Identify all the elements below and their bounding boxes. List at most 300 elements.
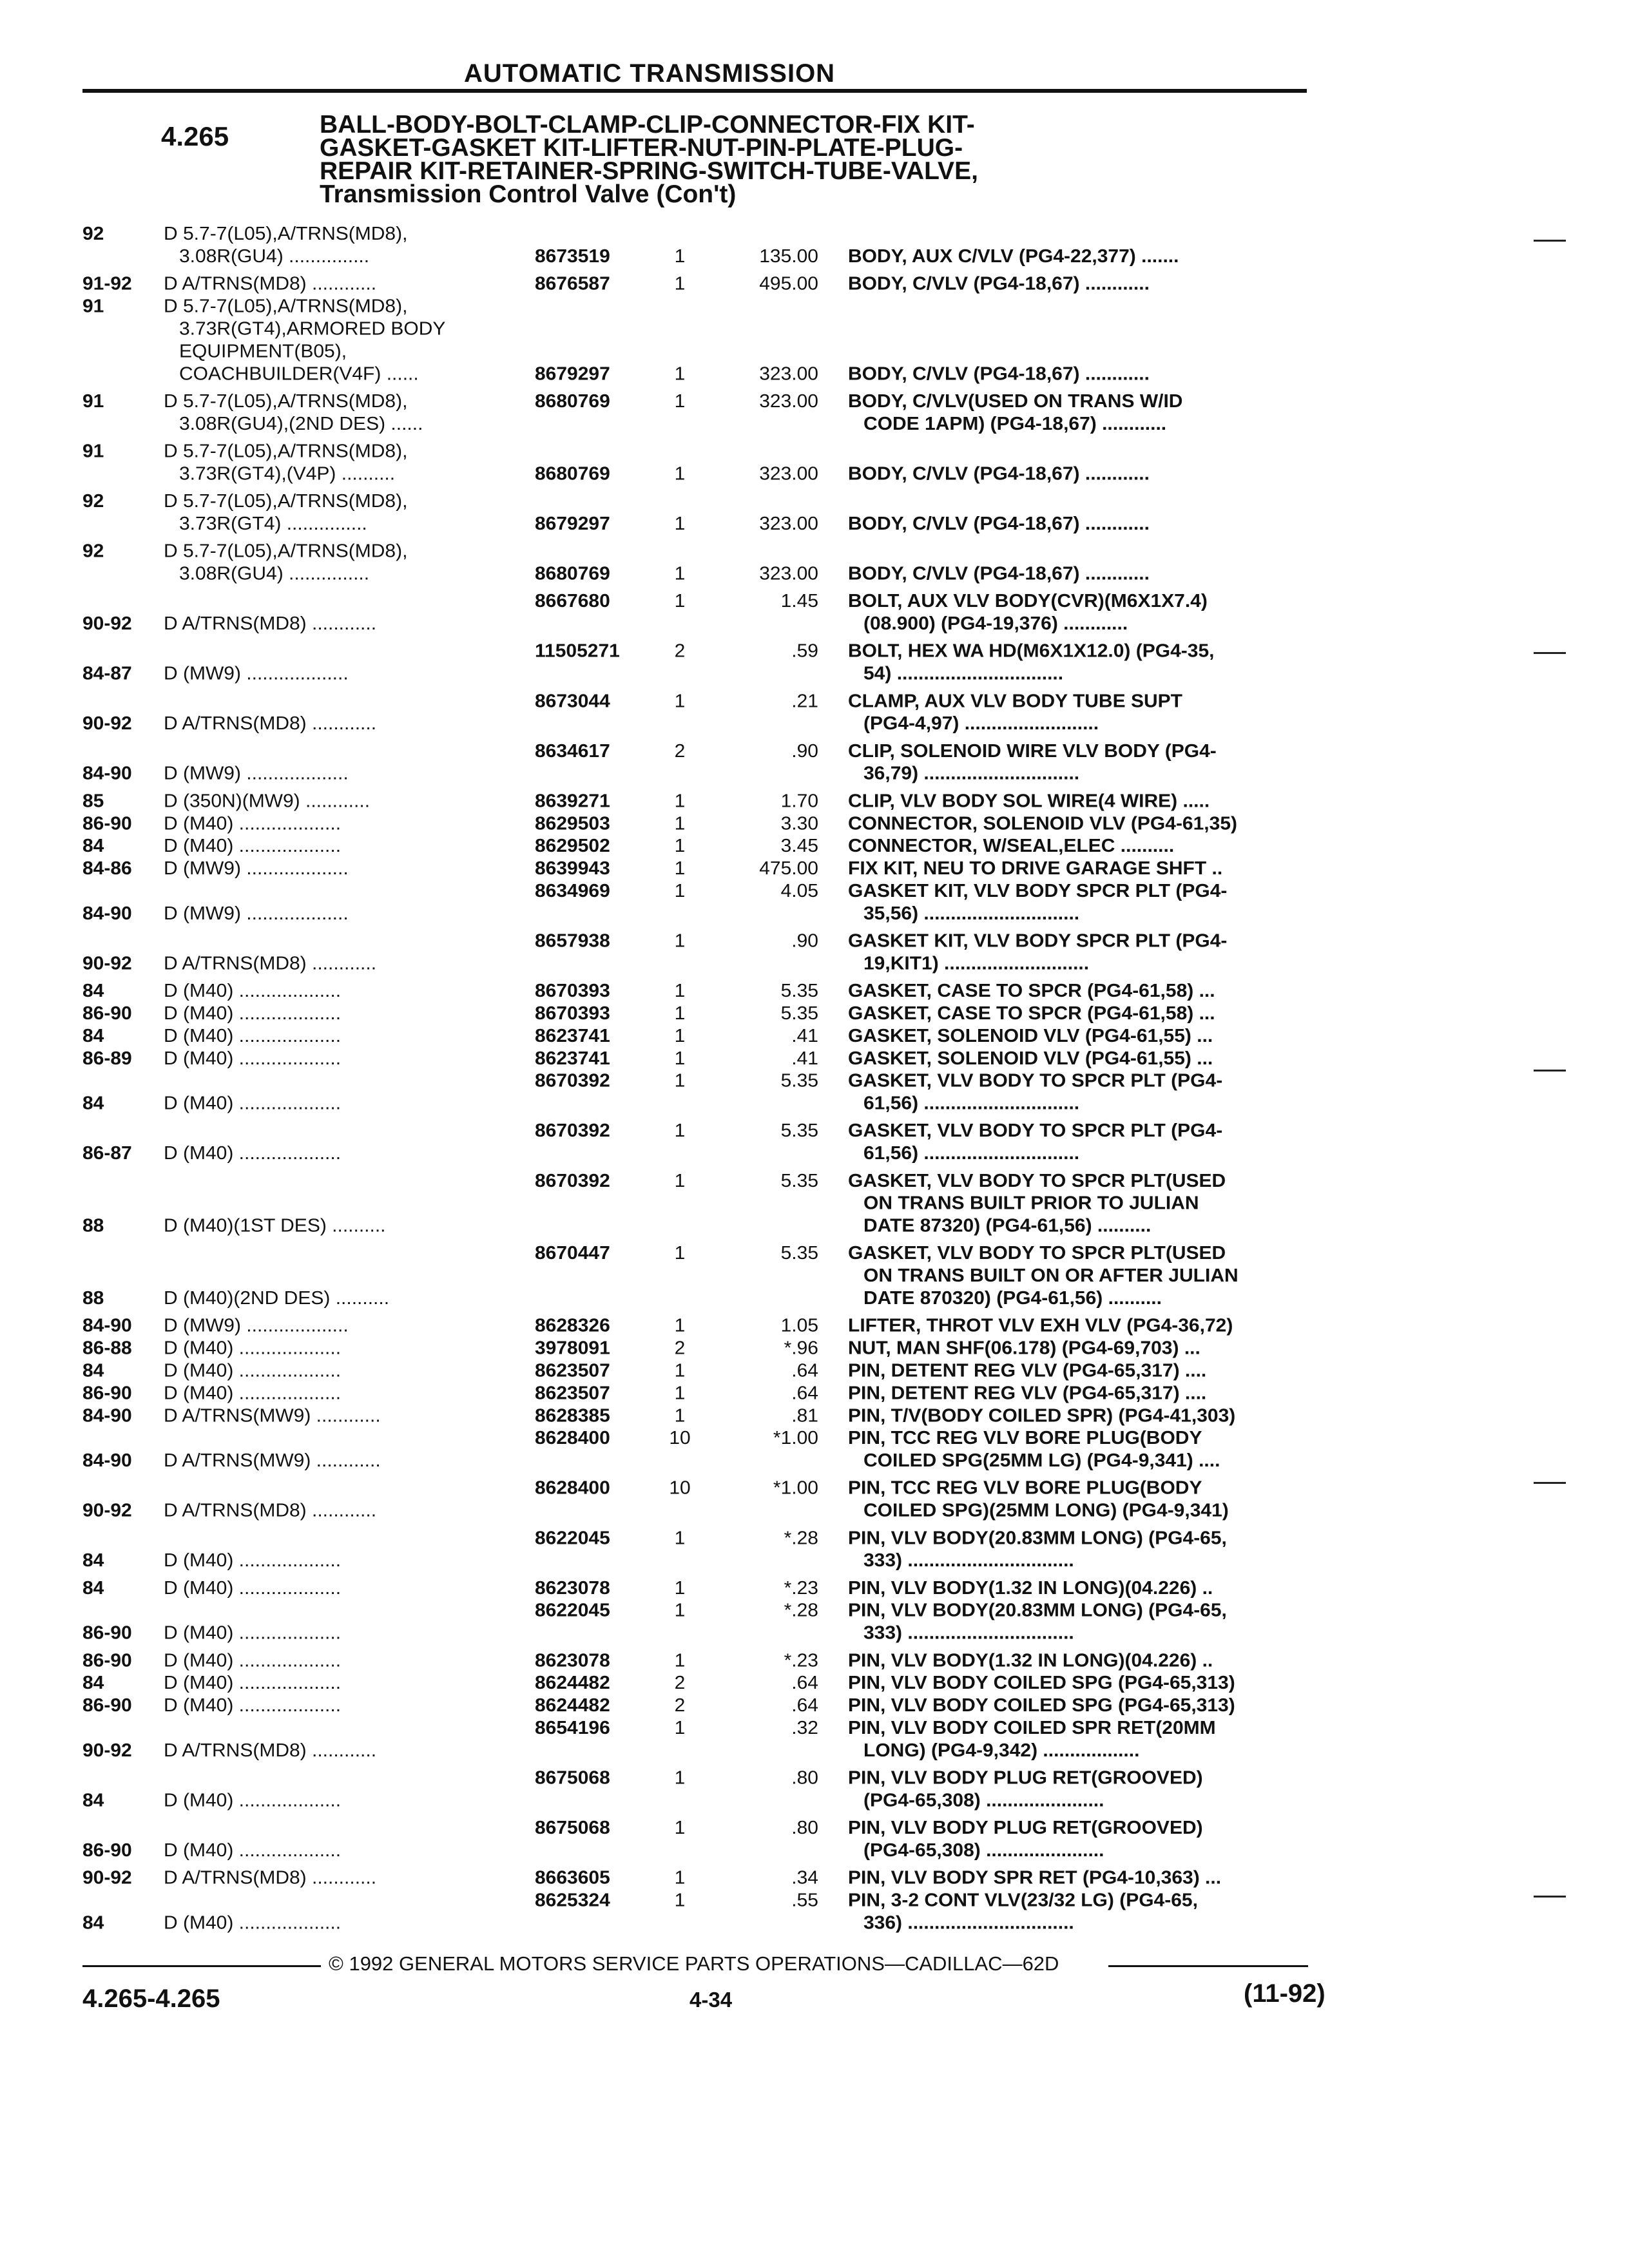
model-years: 84-90	[82, 763, 132, 784]
description-line: D A/TRNS(MW9) ............	[164, 1405, 381, 1427]
quantity: 1	[674, 273, 686, 294]
quantity: 1	[674, 1025, 686, 1046]
model-years: 84	[82, 1672, 104, 1693]
part-name-line: PIN, VLV BODY COILED SPG (PG4-65,313)	[848, 1695, 1235, 1716]
description-line: 3.73R(GT4),ARMORED BODY	[179, 318, 446, 340]
part-number: 8639271	[535, 791, 610, 812]
part-name	[848, 1477, 1318, 1523]
part-name-line: PIN, VLV BODY(20.83MM LONG) (PG4-65,	[848, 1528, 1227, 1549]
price: .41	[791, 1048, 818, 1069]
table-row	[0, 690, 1629, 735]
part-name-line: (08.900) (PG4-19,376) ............	[863, 613, 1128, 634]
part-name	[848, 390, 1318, 436]
application-description	[164, 440, 525, 485]
model-years: 85	[82, 791, 104, 812]
part-name-line: 35,56) .............................	[863, 903, 1080, 924]
part-name-line: CLAMP, AUX VLV BODY TUBE SUPT	[848, 691, 1182, 712]
part-name-line: 54) ...............................	[863, 663, 1064, 684]
price: *.23	[784, 1650, 818, 1671]
quantity: 2	[674, 640, 686, 662]
part-name-line: NUT, MAN SHF(06.178) (PG4-69,703) ...	[848, 1338, 1200, 1359]
quantity: 1	[674, 1405, 686, 1427]
model-years: 86-90	[82, 1003, 132, 1024]
price: 3.30	[780, 813, 818, 834]
price: *.23	[784, 1577, 818, 1599]
part-number: 8670392	[535, 1070, 610, 1091]
price: 4.05	[780, 880, 818, 901]
description-line: D (M40) ...................	[164, 1840, 342, 1861]
part-name	[848, 690, 1318, 735]
quantity: 1	[674, 563, 686, 584]
application-description	[164, 1499, 525, 1522]
description-line: D 5.7-7(L05),A/TRNS(MD8),	[164, 390, 408, 412]
footer-rule-left	[82, 1965, 321, 1967]
price: 323.00	[759, 363, 818, 385]
part-number: 8629502	[535, 835, 610, 856]
model-years: 90-92	[82, 713, 132, 734]
part-name-line: BODY, C/VLV (PG4-18,67) ............	[848, 363, 1150, 385]
part-name-line: BOLT, HEX WA HD(M6X1X12.0) (PG4-35,	[848, 640, 1215, 662]
table-row	[0, 790, 1629, 812]
application-description	[164, 490, 525, 535]
part-name-line: ON TRANS BUILT PRIOR TO JULIAN	[863, 1193, 1199, 1214]
part-name	[848, 640, 1318, 686]
description-line: D (M40) ...................	[164, 1650, 342, 1671]
part-name-line: GASKET KIT, VLV BODY SPCR PLT (PG4-	[848, 930, 1228, 952]
part-name	[848, 1048, 1318, 1070]
application-description	[164, 903, 525, 925]
application-description	[164, 295, 525, 385]
description-line: D 5.7-7(L05),A/TRNS(MD8),	[164, 223, 408, 244]
section-title-line: BALL-BODY-BOLT-CLAMP-CLIP-CONNECTOR-FIX KIT-	[320, 111, 975, 139]
table-row	[0, 540, 1629, 585]
description-line: D (M40) ...................	[164, 1672, 342, 1693]
section-title-line: Transmission Control Valve (Con't)	[320, 180, 737, 208]
quantity: 1	[674, 813, 686, 834]
table-row	[0, 980, 1629, 1003]
quantity: 1	[674, 980, 686, 1001]
page-header: AUTOMATIC TRANSMISSION	[464, 59, 836, 88]
price: .41	[791, 1025, 818, 1046]
application-description	[164, 1672, 525, 1695]
price: 135.00	[759, 245, 818, 267]
part-name-line: GASKET, VLV BODY TO SPCR PLT(USED	[848, 1243, 1226, 1264]
part-name	[848, 1003, 1318, 1025]
quantity: 2	[674, 740, 686, 762]
footer-rule-right	[1108, 1965, 1308, 1967]
part-name-line: (PG4-65,308) ......................	[863, 1840, 1104, 1861]
price: 323.00	[759, 513, 818, 534]
application-description	[164, 1740, 525, 1762]
model-years: 86-88	[82, 1338, 132, 1359]
application-description	[164, 1142, 525, 1165]
part-name-line: GASKET, VLV BODY TO SPCR PLT (PG4-	[848, 1120, 1223, 1142]
part-name-line: PIN, TCC REG VLV BORE PLUG(BODY	[848, 1427, 1202, 1448]
table-row	[0, 1360, 1629, 1382]
part-name-line: BODY, C/VLV(USED ON TRANS W/ID	[848, 390, 1183, 412]
part-number: 8629503	[535, 813, 610, 834]
application-description	[164, 1649, 525, 1672]
part-name	[848, 1242, 1318, 1310]
part-name-line: GASKET KIT, VLV BODY SPCR PLT (PG4-	[848, 880, 1228, 901]
part-number: 8654196	[535, 1717, 610, 1738]
table-row	[0, 1315, 1629, 1338]
application-description	[164, 1092, 525, 1115]
part-number: 8624482	[535, 1672, 610, 1693]
description-line: D (350N)(MW9) ............	[164, 791, 371, 812]
footer-page-number: 4-34	[689, 1988, 733, 2012]
price: *.96	[784, 1338, 818, 1359]
model-years: 86-90	[82, 1383, 132, 1404]
description-line: D (M40)(1ST DES) ..........	[164, 1215, 386, 1236]
part-name-line: ON TRANS BUILT ON OR AFTER JULIAN	[863, 1265, 1239, 1286]
part-name-line: CLIP, SOLENOID WIRE VLV BODY (PG4-	[848, 740, 1217, 762]
price: 5.35	[780, 1170, 818, 1191]
description-line: D (M40) ...................	[164, 813, 342, 834]
application-description	[164, 1622, 525, 1644]
part-number: 8657938	[535, 930, 610, 952]
price: .81	[791, 1405, 818, 1427]
application-description	[164, 223, 525, 268]
model-years: 88	[82, 1287, 104, 1309]
table-row	[0, 1477, 1629, 1523]
part-name-line: PIN, T/V(BODY COILED SPR) (PG4-41,303)	[848, 1405, 1236, 1427]
table-row	[0, 1025, 1629, 1048]
part-number: 8680769	[535, 463, 610, 485]
part-name-line: LONG) (PG4-9,342) ..................	[863, 1740, 1140, 1761]
application-description	[164, 763, 525, 785]
part-name-line: 333) ...............................	[863, 1622, 1074, 1644]
quantity: 1	[674, 1048, 686, 1069]
part-name	[848, 463, 1318, 485]
quantity: 1	[674, 390, 686, 412]
part-name	[848, 980, 1318, 1003]
table-row	[0, 223, 1629, 268]
price: .64	[791, 1360, 818, 1381]
model-years: 84	[82, 1093, 104, 1114]
part-number: 8628400	[535, 1477, 610, 1499]
model-years: 84	[82, 835, 104, 856]
model-years: 84-90	[82, 1405, 132, 1427]
part-name-line: CODE 1APM) (PG4-18,67) ............	[863, 413, 1167, 434]
table-row	[0, 1427, 1629, 1472]
description-line: EQUIPMENT(B05),	[179, 341, 347, 362]
model-years: 84-90	[82, 903, 132, 924]
application-description	[164, 1025, 525, 1048]
description-line: D 5.7-7(L05),A/TRNS(MD8),	[164, 441, 408, 462]
quantity: 1	[674, 1717, 686, 1738]
model-years: 84	[82, 1550, 104, 1571]
part-name	[848, 562, 1318, 585]
table-row	[0, 1003, 1629, 1025]
description-line: D A/TRNS(MD8) ............	[164, 1867, 377, 1888]
description-line: D (M40) ...................	[164, 1360, 342, 1381]
part-name-line: 333) ...............................	[863, 1550, 1074, 1571]
application-description	[164, 1912, 525, 1934]
table-row	[0, 295, 1629, 385]
application-description	[164, 1215, 525, 1237]
part-number: 8639943	[535, 858, 610, 879]
part-number: 8623078	[535, 1650, 610, 1671]
part-name	[848, 1600, 1318, 1645]
part-name	[848, 513, 1318, 535]
description-line: D (M40) ...................	[164, 1048, 342, 1069]
part-name-line: (PG4-4,97) .........................	[863, 713, 1099, 734]
quantity: 1	[674, 1243, 686, 1264]
model-years: 84	[82, 1912, 104, 1934]
application-description	[164, 858, 525, 880]
price: *1.00	[773, 1427, 818, 1448]
part-number: 8663605	[535, 1867, 610, 1888]
quantity: 1	[674, 1528, 686, 1549]
part-name-line: BODY, AUX C/VLV (PG4-22,377) .......	[848, 245, 1179, 267]
application-description	[164, 1048, 525, 1070]
quantity: 1	[674, 1650, 686, 1671]
price: .55	[791, 1890, 818, 1911]
model-years: 86-90	[82, 1840, 132, 1861]
part-number: 8623507	[535, 1360, 610, 1381]
model-years: 92	[82, 541, 104, 562]
price: 323.00	[759, 390, 818, 412]
description-line: D A/TRNS(MD8) ............	[164, 713, 377, 734]
description-line: D (MW9) ...................	[164, 858, 349, 879]
quantity: 1	[674, 1383, 686, 1404]
part-name	[848, 245, 1318, 268]
quantity: 1	[674, 1070, 686, 1091]
part-number: 8624482	[535, 1695, 610, 1716]
application-description	[164, 1867, 525, 1889]
table-row	[0, 1405, 1629, 1427]
description-line: D 5.7-7(L05),A/TRNS(MD8),	[164, 490, 408, 512]
part-number: 8622045	[535, 1600, 610, 1621]
price: .90	[791, 930, 818, 952]
price: .32	[791, 1717, 818, 1738]
part-name-line: LIFTER, THROT VLV EXH VLV (PG4-36,72)	[848, 1315, 1233, 1336]
model-years: 90-92	[82, 1500, 132, 1521]
part-name-line: CONNECTOR, W/SEAL,ELEC ..........	[848, 835, 1175, 856]
price: 5.35	[780, 1003, 818, 1024]
price: .80	[791, 1767, 818, 1789]
part-name	[848, 1070, 1318, 1115]
description-line: D (M40) ...................	[164, 1383, 342, 1404]
model-years: 84	[82, 1577, 104, 1599]
quantity: 10	[669, 1427, 691, 1448]
part-name-line: 61,56) .............................	[863, 1093, 1080, 1114]
model-years: 91	[82, 390, 104, 412]
price: 323.00	[759, 463, 818, 485]
price: 5.35	[780, 1070, 818, 1091]
model-years: 84	[82, 1790, 104, 1811]
application-description	[164, 835, 525, 858]
part-name-line: 36,79) .............................	[863, 763, 1080, 784]
part-name	[848, 1649, 1318, 1672]
model-years: 90-92	[82, 953, 132, 974]
part-name-line: PIN, VLV BODY COILED SPR RET(20MM	[848, 1717, 1216, 1738]
description-line: D (M40) ...................	[164, 1695, 342, 1716]
part-number: 8634617	[535, 740, 610, 762]
part-number: 8675068	[535, 1817, 610, 1838]
application-description	[164, 662, 525, 685]
description-line: D (M40) ...................	[164, 980, 342, 1001]
model-years: 88	[82, 1215, 104, 1236]
application-description	[164, 1577, 525, 1600]
quantity: 2	[674, 1695, 686, 1716]
description-line: D (M40) ...................	[164, 1025, 342, 1046]
model-years: 92	[82, 223, 104, 244]
quantity: 1	[674, 1315, 686, 1336]
part-number: 8680769	[535, 563, 610, 584]
application-description	[164, 1003, 525, 1025]
model-years: 84	[82, 1360, 104, 1381]
part-name	[848, 1867, 1318, 1889]
part-name-line: 336) ...............................	[863, 1912, 1074, 1934]
table-row	[0, 490, 1629, 535]
part-number: 8625324	[535, 1890, 610, 1911]
part-number: 8634969	[535, 880, 610, 901]
table-row	[0, 880, 1629, 925]
price: *1.00	[773, 1477, 818, 1499]
price: 1.70	[780, 791, 818, 812]
part-number: 8680769	[535, 390, 610, 412]
table-row	[0, 1817, 1629, 1862]
model-years: 91-92	[82, 273, 132, 294]
price: .34	[791, 1867, 818, 1888]
price: 3.45	[780, 835, 818, 856]
price: .90	[791, 740, 818, 762]
part-name	[848, 880, 1318, 925]
application-description	[164, 613, 525, 635]
part-name	[848, 1577, 1318, 1600]
footer-section-range: 4.265-4.265	[82, 1984, 220, 2013]
table-row	[0, 273, 1629, 296]
part-name	[848, 790, 1318, 812]
part-name-line: PIN, VLV BODY COILED SPG (PG4-65,313)	[848, 1672, 1235, 1693]
application-description	[164, 1287, 525, 1310]
application-description	[164, 1382, 525, 1405]
quantity: 1	[674, 880, 686, 901]
table-row	[0, 1695, 1629, 1717]
price: 323.00	[759, 563, 818, 584]
header-rule	[82, 89, 1307, 93]
part-name	[848, 1120, 1318, 1165]
part-number: 8667680	[535, 590, 610, 611]
table-row	[0, 590, 1629, 635]
part-name	[848, 1427, 1318, 1472]
model-years: 92	[82, 490, 104, 512]
part-name-line: PIN, 3-2 CONT VLV(23/32 LG) (PG4-65,	[848, 1890, 1198, 1911]
description-line: D (M40) ...................	[164, 1093, 342, 1114]
part-name-line: GASKET, SOLENOID VLV (PG4-61,55) ...	[848, 1025, 1213, 1046]
part-name-line: BODY, C/VLV (PG4-18,67) ............	[848, 513, 1150, 534]
description-line: 3.73R(GT4) ...............	[179, 513, 367, 534]
application-description	[164, 540, 525, 585]
part-number: 8675068	[535, 1767, 610, 1789]
part-name-line: PIN, VLV BODY SPR RET (PG4-10,363) ...	[848, 1867, 1222, 1888]
model-years: 90-92	[82, 1867, 132, 1888]
part-number: 8628385	[535, 1405, 610, 1427]
section-title	[320, 113, 1222, 206]
price: .64	[791, 1695, 818, 1716]
part-name	[848, 930, 1318, 975]
description-line: D (M40) ...................	[164, 1338, 342, 1359]
part-number: 8670392	[535, 1120, 610, 1142]
description-line: 3.08R(GU4) ...............	[179, 563, 370, 584]
table-row	[0, 1382, 1629, 1405]
application-description	[164, 1695, 525, 1717]
quantity: 10	[669, 1477, 691, 1499]
part-name	[848, 1717, 1318, 1762]
application-description	[164, 952, 525, 975]
table-row	[0, 1767, 1629, 1812]
table-row	[0, 930, 1629, 975]
part-number: 8679297	[535, 513, 610, 534]
part-name-line: FIX KIT, NEU TO DRIVE GARAGE SHFT ..	[848, 858, 1223, 879]
part-number: 8628326	[535, 1315, 610, 1336]
description-line: D 5.7-7(L05),A/TRNS(MD8),	[164, 541, 408, 562]
description-line: 3.08R(GU4),(2ND DES) ......	[179, 413, 423, 434]
part-name	[848, 1382, 1318, 1405]
table-row	[0, 640, 1629, 686]
part-name-line: PIN, DETENT REG VLV (PG4-65,317) ....	[848, 1383, 1207, 1404]
quantity: 1	[674, 791, 686, 812]
part-name-line: BODY, C/VLV (PG4-18,67) ............	[848, 563, 1150, 584]
margin-tick	[1534, 240, 1566, 242]
part-name-line: GASKET, SOLENOID VLV (PG4-61,55) ...	[848, 1048, 1213, 1069]
part-name-line: PIN, VLV BODY PLUG RET(GROOVED)	[848, 1767, 1203, 1789]
part-name-line: CLIP, VLV BODY SOL WIRE(4 WIRE) .....	[848, 791, 1210, 812]
part-name-line: PIN, TCC REG VLV BORE PLUG(BODY	[848, 1477, 1202, 1499]
table-row	[0, 858, 1629, 880]
quantity: 1	[674, 1600, 686, 1621]
table-row	[0, 1337, 1629, 1360]
table-row	[0, 1867, 1629, 1889]
quantity: 1	[674, 1120, 686, 1142]
part-name	[848, 1025, 1318, 1048]
model-years: 86-90	[82, 1622, 132, 1644]
part-name	[848, 1817, 1318, 1862]
model-years: 84-90	[82, 1315, 132, 1336]
price: *.28	[784, 1528, 818, 1549]
description-line: D (MW9) ...................	[164, 763, 349, 784]
part-number: 8670392	[535, 1170, 610, 1191]
price: 1.05	[780, 1315, 818, 1336]
part-number: 8623741	[535, 1048, 610, 1069]
description-line: D A/TRNS(MD8) ............	[164, 273, 377, 294]
part-name-line: CONNECTOR, SOLENOID VLV (PG4-61,35)	[848, 813, 1237, 834]
part-number: 8628400	[535, 1427, 610, 1448]
price: .64	[791, 1383, 818, 1404]
part-name	[848, 1695, 1318, 1717]
application-description	[164, 790, 525, 812]
table-row	[0, 1717, 1629, 1762]
part-name-line: PIN, VLV BODY(20.83MM LONG) (PG4-65,	[848, 1600, 1227, 1621]
model-years: 84-86	[82, 858, 132, 879]
application-description	[164, 1315, 525, 1338]
description-line: D (M40) ...................	[164, 835, 342, 856]
footer-copyright: © 1992 GENERAL MOTORS SERVICE PARTS OPERATIONS—CADILLAC—62D	[329, 1952, 1059, 1975]
table-row	[0, 812, 1629, 835]
application-description	[164, 980, 525, 1003]
model-years: 86-87	[82, 1142, 132, 1164]
quantity: 1	[674, 245, 686, 267]
margin-tick	[1534, 1070, 1566, 1072]
margin-tick	[1534, 1896, 1566, 1898]
quantity: 2	[674, 1338, 686, 1359]
application-description	[164, 273, 525, 296]
part-name-line: 19,KIT1) ...........................	[863, 953, 1090, 974]
part-name-line: BODY, C/VLV (PG4-18,67) ............	[848, 463, 1150, 485]
part-name	[848, 590, 1318, 635]
